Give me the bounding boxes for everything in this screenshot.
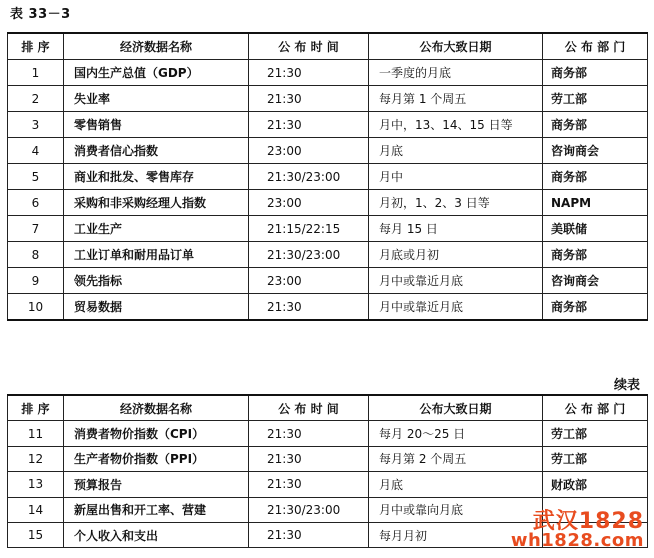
cell-rank: 14 [8,497,64,522]
table-header-row [8,33,648,60]
cell-release-time: 21:30 [249,446,369,471]
cell-release-time: 21:30 [249,60,369,86]
cell-department: 美联储 [543,216,648,242]
cell-approx-date: 一季度的月底 [369,60,543,86]
table-caption: 表 33－3 [10,7,71,22]
cell-indicator-name: 消费者信心指数 [64,138,249,164]
cell-indicator-name: 新屋出售和开工率、营建 [64,497,249,522]
cell-indicator-name: 贸易数据 [64,294,249,321]
cell-approx-date: 月中 [369,164,543,190]
cell-department: 劳工部 [543,446,648,471]
cell-indicator-name: 预算报告 [64,472,249,497]
cell-release-time: 21:30 [249,522,369,547]
table-row [8,60,648,86]
cell-approx-date: 月中或靠近月底 [369,268,543,294]
cell-release-time: 21:30/23:00 [249,497,369,522]
watermark-line-1: 武汉1828 [532,509,644,534]
cell-department: 咨询商会 [543,138,648,164]
cell-department: 商务部 [543,60,648,86]
cell-department: 商务部 [543,242,648,268]
table-row [8,421,648,446]
table-row [8,446,648,471]
cell-approx-date: 月底 [369,138,543,164]
cell-department: 商务部 [543,164,648,190]
table-row [8,190,648,216]
table-row [8,268,648,294]
cell-release-time: 21:15/22:15 [249,216,369,242]
cell-rank: 5 [8,164,64,190]
cell-department: 咨询商会 [543,268,648,294]
table-row [8,294,648,321]
cell-indicator-name: 个人收入和支出 [64,522,249,547]
cell-rank: 10 [8,294,64,321]
table-row [8,138,648,164]
cell-rank: 3 [8,112,64,138]
cell-indicator-name: 工业订单和耐用品订单 [64,242,249,268]
cell-approx-date: 每月 15 日 [369,216,543,242]
cell-department: 劳工部 [543,421,648,446]
header-release-time: 公 布 时 间 [249,33,369,60]
cell-department: 商务部 [543,112,648,138]
cell-rank: 1 [8,60,64,86]
cell-indicator-name: 生产者物价指数（PPI） [64,446,249,471]
cell-release-time: 21:30 [249,294,369,321]
cell-release-time: 23:00 [249,190,369,216]
continued-label: 续表 [613,378,640,393]
header-department: 公 布 部 门 [543,33,648,60]
cell-indicator-name: 消费者物价指数（CPI） [64,421,249,446]
cell-approx-date: 每月第 1 个周五 [369,86,543,112]
cell-approx-date: 每月月初 [369,522,543,547]
cell-release-time: 21:30/23:00 [249,242,369,268]
cell-approx-date: 月底或月初 [369,242,543,268]
cell-indicator-name: 工业生产 [64,216,249,242]
cell-indicator-name: 零售销售 [64,112,249,138]
header-approx-date: 公布大致日期 [369,395,543,421]
cell-department: 劳工部 [543,86,648,112]
header-release-time: 公 布 时 间 [249,395,369,421]
cell-release-time: 23:00 [249,268,369,294]
cell-rank: 11 [8,421,64,446]
table-row [8,242,648,268]
cell-rank: 2 [8,86,64,112]
economic-data-table [7,32,648,321]
cell-rank: 4 [8,138,64,164]
cell-approx-date: 月中，13、14、15 日等 [369,112,543,138]
cell-rank: 13 [8,472,64,497]
cell-approx-date: 月底 [369,472,543,497]
cell-release-time: 23:00 [249,138,369,164]
cell-rank: 15 [8,522,64,547]
cell-approx-date: 月初，1、2、3 日等 [369,190,543,216]
cell-rank: 7 [8,216,64,242]
table-row [8,472,648,497]
cell-rank: 9 [8,268,64,294]
cell-indicator-name: 采购和非采购经理人指数 [64,190,249,216]
cell-indicator-name: 失业率 [64,86,249,112]
table-row [8,112,648,138]
cell-rank: 12 [8,446,64,471]
table-row [8,164,648,190]
cell-release-time: 21:30 [249,421,369,446]
cell-release-time: 21:30 [249,86,369,112]
table-row [8,86,648,112]
cell-department: 商务部 [543,294,648,321]
cell-release-time: 21:30 [249,112,369,138]
cell-indicator-name: 国内生产总值（GDP） [64,60,249,86]
cell-department: NAPM [543,190,648,216]
table-header-row [8,395,648,421]
table-row [8,216,648,242]
header-rank: 排 序 [8,395,64,421]
cell-approx-date: 月中或靠近月底 [369,294,543,321]
cell-release-time: 21:30/23:00 [249,164,369,190]
cell-approx-date: 月中或靠向月底 [369,497,543,522]
header-indicator-name: 经济数据名称 [64,395,249,421]
header-department: 公 布 部 门 [543,395,648,421]
watermark-logo [502,504,648,554]
header-approx-date: 公布大致日期 [369,33,543,60]
cell-rank: 6 [8,190,64,216]
watermark-line-2: wh1828.com [510,530,644,551]
cell-release-time: 21:30 [249,472,369,497]
cell-rank: 8 [8,242,64,268]
header-rank: 排 序 [8,33,64,60]
cell-department: 财政部 [543,472,648,497]
cell-indicator-name: 商业和批发、零售库存 [64,164,249,190]
cell-approx-date: 每月 20～25 日 [369,421,543,446]
header-indicator-name: 经济数据名称 [64,33,249,60]
cell-indicator-name: 领先指标 [64,268,249,294]
cell-approx-date: 每月第 2 个周五 [369,446,543,471]
